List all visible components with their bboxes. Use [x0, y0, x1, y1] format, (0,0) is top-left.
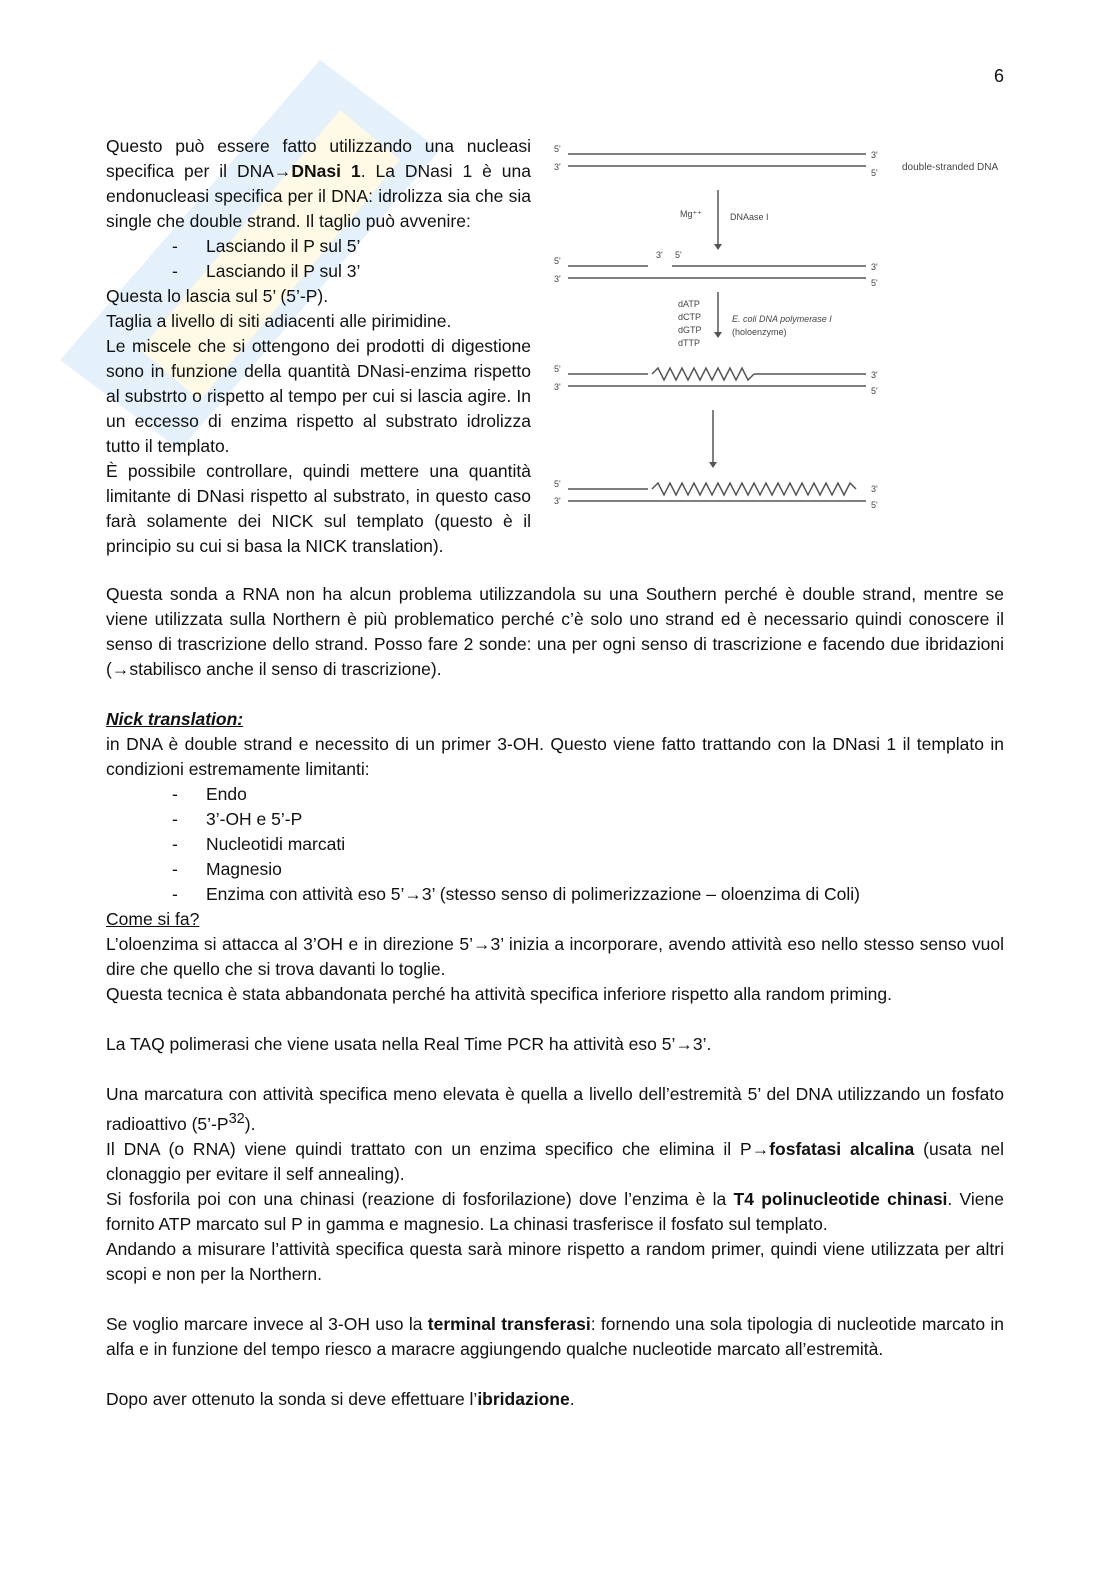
list-item: - Lasciando il P sul 3’	[172, 261, 361, 281]
end-label-5: 5'	[871, 168, 878, 178]
end-label-3: 3'	[554, 496, 561, 506]
paragraph-marcatura-5: Una marcatura con attività specifica meno elevata è quella a livello dell’estremità 5’ del DNA utilizzando un fosfato radioattivo $(5’-P^{32})$.	[106, 1084, 1004, 1134]
subheading-come-si-fa: Come si fa?	[106, 909, 200, 929]
nick-label-5: 5'	[675, 250, 682, 260]
nick-translation-diagram	[548, 132, 1008, 517]
dntp-label: dCTP	[678, 312, 702, 322]
paragraph-nick: in DNA è double strand e necessito di un primer 3-OH. Questo viene fatto trattando con la DNasi 1 il templato in condizioni estremamente limitanti:	[106, 734, 1004, 779]
paragraph-terminal-transferasi: Se voglio marcare invece al 3-OH uso la terminal transferasi: fornendo una sola tipologia di nucleotide marcato in alfa e in funzione del tempo riesco a maracre aggiungendo qualche nucleotide marcato all’estremità.	[106, 1313, 1005, 1359]
intro-text	[106, 134, 531, 559]
end-label-3: 3'	[871, 262, 878, 272]
intro-paragraph-3: Taglia a livello di siti adiacenti alle pirimidine.	[106, 311, 452, 331]
intro-paragraph-1: Questo può essere fatto utilizzando una nucleasi specifica per il DNA→DNasi 1. La DNasi 1 è una endonucleasi specifica per il DNA: idrolizza sia che sia single che double strand. Il taglio può avvenire:	[106, 136, 531, 231]
paragraph-attivita-specifica: Andando a misurare l’attività specifica questa sarà minore rispetto a random primer, quindi viene utilizzata per altri scopi e non per la Northern.	[106, 1238, 1004, 1284]
list-item: - Magnesio	[172, 859, 282, 879]
mg-label: Mg⁺⁺	[680, 209, 703, 219]
holoenzyme-label: (holoenzyme)	[732, 327, 787, 337]
list-item: - Nucleotidi marcati	[172, 834, 346, 854]
dnase-label: DNAase I	[730, 212, 769, 222]
term-dnasi-1: DNasi 1	[291, 161, 361, 181]
paragraph-oloenzima: L’oloenzima si attacca al 3’OH e in direzione 5’→3’ inizia a incorporare, avendo attività eso nello stesso senso vuol dire che quello che si trova davanti lo toglie.	[106, 934, 1004, 979]
paragraph-abbandonata: Questa tecnica è stata abbandonata perché ha attività specifica inferiore rispetto alla random priming.	[106, 984, 893, 1004]
intro-paragraph-2: Questa lo lascia sul 5’ (5’-P).	[106, 286, 329, 306]
dntp-label: dATP	[678, 299, 700, 309]
end-label-5: 5'	[554, 256, 561, 266]
page-number: 6	[993, 66, 1004, 86]
paragraph-fosfatasi: Il DNA (o RNA) viene quindi trattato con un enzima specifico che elimina il P→fosfatasi alcalina (usata nel clonaggio per evitare il self annealing).	[106, 1138, 1005, 1184]
end-label-3: 3'	[554, 382, 561, 392]
end-label-3: 3'	[554, 162, 561, 172]
end-label-3: 3'	[871, 370, 878, 380]
end-label-5: 5'	[554, 364, 561, 374]
end-label-5: 5'	[871, 500, 878, 510]
polymerase-label: E. coli DNA polymerase I	[732, 314, 832, 324]
section-heading-nick-translation: Nick translation:	[106, 709, 244, 729]
paragraph-rna-probe: Questa sonda a RNA non ha alcun problema utilizzandola su una Southern perché è double strand, mentre se viene utilizzata sulla Northern è più problematico perché c’è solo uno strand ed è necessario quindi conoscere il senso di trascrizione dello strand. Posso fare 2 sonde: una per ogni senso di trascrizione e facendo due ibridazioni (→stabilisco anche il senso di trascrizione).	[106, 584, 1004, 679]
list-item: - Lasciando il P sul 5’	[172, 236, 361, 256]
end-label-5: 5'	[871, 386, 878, 396]
intro-paragraph-4: Le miscele che si ottengono dei prodotti di digestione sono in funzione della quantità DNasi-enzima rispetto al substrto o rispetto al tempo per cui si lascia agire. In un eccesso di enzima rispetto al substrato idrolizza tutto il templato.	[106, 336, 531, 456]
paragraph-chinasi: Si fosforila poi con una chinasi (reazione di fosforilazione) dove l’enzima è la T4 polinucleotide chinasi. Viene fornito ATP marcato sul P in gamma e magnesio. La chinasi trasferisce il fosfato sul templato.	[106, 1188, 1004, 1234]
main-text	[106, 582, 1004, 1412]
list-item: - Enzima con attività eso 5’→3’ (stesso senso di polimerizzazione – oloenzima di Coli)	[172, 884, 860, 904]
intro-paragraph-5: È possibile controllare, quindi mettere una quantità limitante di DNasi rispetto al substrato, in questo caso farà solamente dei NICK sul templato (questo è il principio su cui si basa la NICK translation).	[106, 461, 531, 556]
end-label-3: 3'	[554, 274, 561, 284]
end-label-3: 3'	[871, 150, 878, 160]
end-label-5: 5'	[554, 479, 561, 489]
double-stranded-dna-label: double-stranded DNA	[902, 162, 999, 173]
end-label-5: 5'	[554, 144, 561, 154]
end-label-5: 5'	[871, 278, 878, 288]
dntp-label: dGTP	[678, 325, 702, 335]
list-item: - 3’-OH e 5’-P	[172, 809, 303, 829]
end-label-3: 3'	[871, 484, 878, 494]
dntp-label: dTTP	[678, 338, 701, 348]
paragraph-ibridazione: Dopo aver ottenuto la sonda si deve effettuare l’ibridazione.	[106, 1388, 575, 1409]
list-item: - Endo	[172, 784, 247, 804]
nick-label-3: 3'	[656, 250, 663, 260]
paragraph-taq: La TAQ polimerasi che viene usata nella Real Time PCR ha attività eso 5’→3’.	[106, 1034, 712, 1054]
